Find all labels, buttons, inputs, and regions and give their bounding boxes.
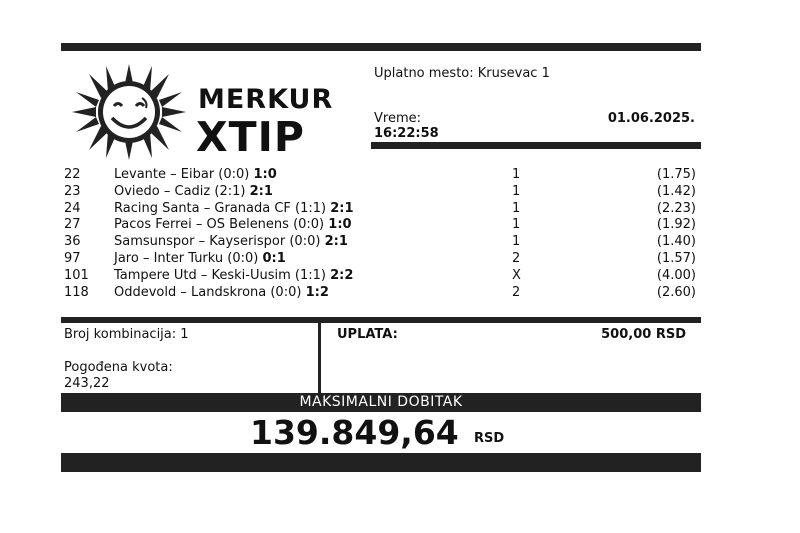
- bet-id: 22: [64, 167, 81, 182]
- bet-odd: (4.00): [656, 267, 696, 283]
- max-win-amount: 139.849,64: [250, 413, 459, 452]
- combinations-text: Broj kombinacija: 1: [64, 327, 189, 342]
- bet-tip: 1: [512, 200, 521, 216]
- bet-match: [114, 234, 348, 251]
- brand-line2: XTIP: [196, 113, 305, 161]
- bet-row: [64, 234, 696, 251]
- bet-id: 97: [64, 250, 81, 266]
- bet-id: 118: [64, 284, 89, 300]
- match-score: 1:0: [253, 167, 277, 182]
- match-name: Oddevold – Landskrona (0:0): [114, 284, 302, 300]
- bet-row: [64, 251, 696, 268]
- bet-odd: (1.42): [656, 183, 696, 199]
- time-label: Vreme:: [374, 111, 421, 126]
- bet-odd: (1.92): [656, 217, 696, 233]
- top-bar: [61, 43, 701, 51]
- bet-row: [64, 201, 696, 218]
- header-divider: [371, 142, 701, 149]
- brand-line1: MERKUR: [198, 84, 334, 115]
- bet-odd: (2.60): [656, 284, 696, 300]
- bet-id: 24: [64, 200, 81, 216]
- match-name: Levante – Eibar (0:0): [114, 167, 250, 182]
- bet-tip: 2: [512, 250, 521, 266]
- bet-tip: 1: [512, 183, 521, 199]
- max-win-label: MAKSIMALNI DOBITAK: [299, 394, 463, 410]
- bet-row: [64, 217, 696, 234]
- match-name: Oviedo – Cadiz (2:1): [114, 183, 246, 199]
- vertical-divider: [318, 322, 321, 394]
- bet-id: 101: [64, 267, 89, 283]
- time-value: 16:22:58: [374, 126, 439, 141]
- bet-tip: 1: [512, 217, 521, 233]
- match-name: Jaro – Inter Turku (0:0): [114, 250, 259, 266]
- bet-match: [114, 217, 352, 234]
- bet-match: [114, 268, 353, 285]
- bet-match: [114, 184, 273, 201]
- bet-match: [114, 201, 354, 218]
- match-name: Pacos Ferrei – OS Belenens (0:0): [114, 217, 325, 233]
- date-text: 01.06.2025.: [607, 111, 695, 126]
- bet-row: [64, 285, 696, 302]
- match-name: Samsunspor – Kayserispor (0:0): [114, 234, 321, 250]
- location-text: Uplatno mesto: Krusevac 1: [374, 66, 550, 81]
- bottom-bar: [61, 453, 701, 472]
- bet-tip: 1: [512, 234, 521, 250]
- match-score: 0:1: [262, 250, 286, 266]
- payment-value: 500,00 RSD: [601, 327, 686, 342]
- match-score: 2:1: [330, 200, 354, 216]
- odds-value: 243,22: [64, 376, 110, 391]
- bets-list: [64, 167, 696, 301]
- bet-row: [64, 167, 696, 184]
- match-score: 2:1: [249, 183, 273, 199]
- match-name: Tampere Utd – Keski-Uusim (1:1): [114, 267, 326, 283]
- bet-id: 36: [64, 234, 81, 250]
- match-score: 1:0: [328, 217, 352, 233]
- bet-tip: X: [512, 267, 521, 283]
- bet-match: [114, 285, 329, 302]
- odds-label: Pogođena kvota:: [64, 360, 173, 375]
- bet-tip: 2: [512, 284, 521, 300]
- bet-odd: (1.57): [656, 250, 696, 266]
- payment-label: UPLATA:: [337, 327, 398, 342]
- bet-match: [114, 167, 277, 184]
- merkur-sun-logo-icon: [70, 62, 188, 162]
- bet-id: 23: [64, 183, 81, 199]
- match-name: Racing Santa – Granada CF (1:1): [114, 200, 327, 216]
- bet-id: 27: [64, 217, 81, 233]
- match-score: 2:2: [330, 267, 354, 283]
- max-win-currency: RSD: [474, 431, 505, 446]
- bet-odd: (1.75): [656, 167, 696, 182]
- bet-row: [64, 268, 696, 285]
- bet-odd: (2.23): [656, 200, 696, 216]
- bet-odd: (1.40): [656, 234, 696, 250]
- match-score: 1:2: [305, 284, 329, 300]
- mid-divider: [61, 317, 701, 323]
- match-score: 2:1: [324, 234, 348, 250]
- bet-match: [114, 251, 286, 268]
- bet-tip: 1: [512, 167, 521, 182]
- bet-row: [64, 184, 696, 201]
